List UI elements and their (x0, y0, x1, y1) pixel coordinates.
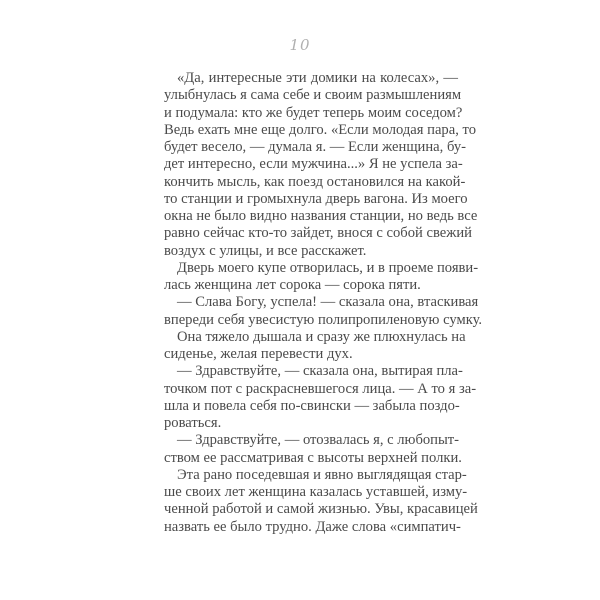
page-number: 10 (289, 36, 311, 54)
text-line: ше своих лет женщина казалась уставшей, изму- (164, 484, 468, 500)
text-line: назвать ее было трудно. Даже слова «симпатич- (164, 518, 461, 535)
text-line: — Слава Богу, успела! — сказала она, втаскивая (177, 294, 479, 311)
text-line: ством ее рассматривая с высоты верхней полки. (164, 449, 462, 466)
text-line: и подумала: кто же будет теперь моим соседом? (164, 104, 463, 121)
text-line: ченной работой и самой жизнью. Увы, красавицей (164, 501, 478, 518)
text-line: будет весело, — думала я. — Если женщина, бу- (164, 139, 466, 155)
text-line: «Да, интересные эти домики на колесах», — (177, 70, 458, 86)
text-line: дет интересно, если мужчина...» Я не успела за- (164, 156, 463, 173)
text-line: точком пот с раскрасневшегося лица. — А то я за- (164, 380, 477, 397)
text-line: кончить мысль, как поезд остановился на какой- (164, 173, 466, 190)
text-line: Эта рано поседевшая и явно выглядящая стар- (177, 466, 467, 483)
text-line: — Здравствуйте, — отозвалась я, с любопыт- (177, 432, 460, 449)
body-text (164, 70, 483, 536)
text-line: улыбнулась я сама себе и своим размышлениям (164, 87, 462, 104)
text-line: то станции и громыхнула дверь вагона. Из моего (164, 190, 468, 207)
text-line: роваться. (164, 415, 222, 431)
text-line: сиденье, желая перевести дух. (164, 346, 353, 362)
text-line: лась женщина лет сорока — сорока пяти. (164, 277, 421, 293)
text-line: — Здравствуйте, — сказала она, вытирая пла- (177, 363, 463, 380)
text-line: шла и повела себя по-свински — забыла поздо- (164, 397, 460, 414)
text-line: Ведь ехать мне еще долго. «Если молодая пара, то (164, 121, 476, 138)
text-line: равно сейчас кто-то зайдет, внося с собой свежий (164, 225, 472, 242)
text-line: Дверь моего купе отворилась, и в проеме появи- (177, 259, 479, 276)
text-line: впереди себя увесистую полипропиленовую сумку. (164, 311, 483, 328)
text-line: окна не было видно названия станции, но ведь все (164, 208, 478, 224)
text-line: Она тяжело дышала и сразу же плюхнулась на (177, 328, 466, 345)
text-line: воздух с улицы, и все расскажет. (164, 242, 367, 259)
